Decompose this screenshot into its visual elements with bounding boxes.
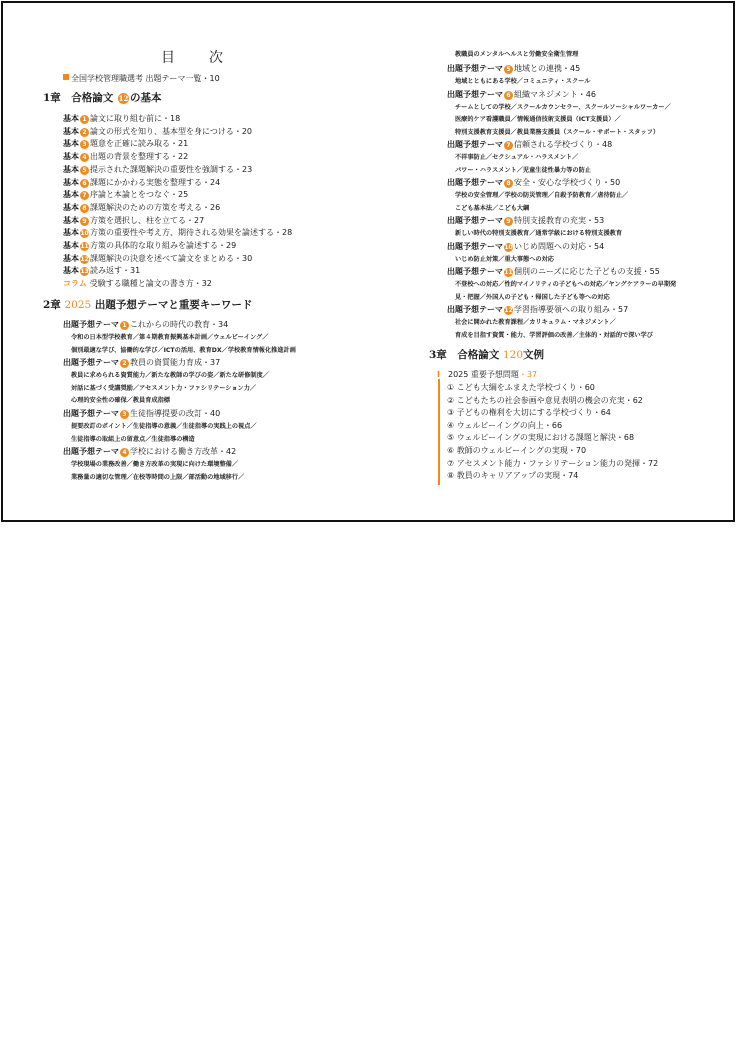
number-badge: 2 bbox=[80, 128, 89, 137]
toc-item-example[interactable] bbox=[447, 407, 611, 419]
number-badge: 12 bbox=[504, 307, 513, 314]
chapter-3-heading[interactable] bbox=[429, 349, 544, 361]
chapter-label: 3章 合格論文 bbox=[429, 349, 503, 361]
separator: ・ bbox=[193, 279, 202, 289]
page-number: 50 bbox=[610, 178, 621, 187]
number-badge: 7 bbox=[80, 191, 89, 200]
example-number: ③ bbox=[447, 408, 457, 418]
toc-item-theme[interactable] bbox=[447, 89, 596, 101]
page-number: 70 bbox=[575, 446, 587, 455]
basic-label: 基本 bbox=[63, 266, 79, 276]
toc-item-title: 課題解決の決意を述べて論文をまとめる bbox=[90, 253, 234, 263]
page-number: 26 bbox=[210, 202, 221, 212]
separator: ・ bbox=[602, 178, 610, 187]
toc-item-title: 題意を正確に読み取る bbox=[90, 139, 170, 149]
toc-item-title: 特別支援教育の充実 bbox=[514, 216, 586, 225]
chapter-label: 2章 bbox=[43, 299, 65, 311]
keyword-line: 不登校への対応／性的マイノリティの子どもへの対応／ヤングケアラーの早期発 bbox=[455, 281, 677, 288]
keyword-line: 特別支援教育支援員／教員業務支援員（スクール・サポート・スタッフ） bbox=[455, 128, 660, 136]
page-number: 37 bbox=[526, 370, 538, 379]
page-number: 25 bbox=[178, 190, 189, 200]
separator: ・ bbox=[201, 74, 210, 83]
toc-item-basic[interactable] bbox=[63, 113, 180, 125]
chapter-2-heading[interactable] bbox=[43, 299, 252, 311]
page-number: 68 bbox=[623, 433, 635, 443]
toc-item-title: 生徒指導提要の改訂 bbox=[130, 409, 202, 418]
page-number: 31 bbox=[130, 266, 141, 276]
example-number: ⑦ bbox=[447, 458, 457, 468]
number-badge: 5 bbox=[80, 166, 89, 175]
chapter-number: 2025 bbox=[64, 299, 92, 311]
separator: ・ bbox=[576, 383, 585, 392]
number-badge: 1 bbox=[120, 321, 129, 330]
number-badge: 10 bbox=[80, 230, 89, 238]
page-number: 34 bbox=[218, 320, 229, 329]
separator: ・ bbox=[610, 305, 618, 314]
chapter-suffix: 文例 bbox=[523, 349, 545, 361]
toc-item-basic[interactable] bbox=[63, 253, 252, 265]
page-number: 29 bbox=[226, 241, 237, 250]
theme-label: 出題予想テーマ bbox=[447, 216, 503, 225]
toc-item-title: 個別のニーズに応じた子どもの支援 bbox=[514, 267, 642, 276]
toc-item-theme[interactable] bbox=[447, 63, 580, 75]
theme-label: 出題予想テーマ bbox=[447, 178, 503, 187]
theme-label: 出題予想テーマ bbox=[63, 320, 119, 329]
keyword-line: 生徒指導の取組上の留意点／生徒指導の構造 bbox=[71, 435, 195, 443]
number-badge: 1 bbox=[80, 115, 89, 124]
page-number: 42 bbox=[226, 447, 237, 457]
toc-item-title: 教員の資質能力育成 bbox=[130, 358, 202, 368]
basic-label: 基本 bbox=[63, 241, 79, 250]
toc-item-basic[interactable] bbox=[63, 202, 220, 214]
separator: ・ bbox=[170, 152, 178, 162]
basic-label: 基本 bbox=[63, 152, 79, 162]
page-number: 45 bbox=[570, 64, 581, 73]
separator: ・ bbox=[218, 447, 226, 457]
toc-item-title: 提示された課題解決の重要性を強調する bbox=[90, 164, 234, 174]
keyword-line: 個別最適な学び、協働的な学び／ICTの活用、教育DX／学校教育情報化推進計画 bbox=[71, 346, 296, 354]
number-badge: 12 bbox=[80, 255, 89, 263]
chapter-suffix: の基本 bbox=[129, 92, 162, 104]
number-badge: 10 bbox=[504, 243, 513, 251]
toc-item-title: ウェルビーイングの実現における課題と解決 bbox=[456, 433, 616, 443]
keyword-line: 教員に求められる資質能力／新たな教師の学びの姿／新たな研修制度／ bbox=[71, 372, 269, 380]
number-badge: 3 bbox=[80, 140, 89, 149]
theme-label: 出題予想テーマ bbox=[447, 64, 503, 73]
chapter-number-badge: 12 bbox=[118, 94, 129, 103]
number-badge: 4 bbox=[120, 448, 129, 457]
toc-item-theme[interactable] bbox=[447, 241, 604, 253]
number-badge: 6 bbox=[504, 91, 513, 100]
example-number: ⑥ bbox=[447, 446, 457, 455]
keyword-line: 育成を目指す資質・能力、学習評価の改善／主体的・対話的で深い学び bbox=[455, 331, 653, 339]
page-number: 23 bbox=[242, 164, 253, 174]
keyword-line: 教職員のメンタルヘルスと労働安全衛生管理 bbox=[455, 51, 579, 58]
toc-item-example[interactable] bbox=[447, 395, 643, 407]
keyword-line: 見・把握／外国人の子ども・帰国した子ども等への対応 bbox=[455, 293, 610, 301]
separator: ・ bbox=[218, 241, 226, 250]
separator: ・ bbox=[122, 266, 130, 276]
toc-item-title: 課題にかかわる実態を整理する bbox=[90, 177, 202, 187]
page-number: 66 bbox=[551, 420, 563, 430]
toc-item-title: 方策の具体的な取り組みを論述する bbox=[90, 241, 218, 250]
keyword-line: いじめ防止対策／重大事態への対応 bbox=[455, 255, 554, 263]
toc-item-title: 信頼される学校づくり bbox=[514, 140, 594, 149]
separator: ・ bbox=[594, 140, 602, 149]
basic-label: 基本 bbox=[63, 215, 79, 225]
separator: ・ bbox=[170, 190, 178, 200]
page-number: 22 bbox=[178, 152, 189, 162]
number-badge: 8 bbox=[80, 204, 89, 213]
page-number: 28 bbox=[282, 228, 293, 238]
basic-label: 基本 bbox=[63, 253, 79, 263]
toc-item-example[interactable] bbox=[447, 382, 595, 394]
toc-item-title: アセスメント能力・ファシリテーション能力の発揮 bbox=[456, 458, 640, 468]
separator: ・ bbox=[234, 253, 242, 263]
keyword-line: チームとしての学校／スクールカウンセラー、スクールソーシャルワーカー／ bbox=[455, 103, 671, 111]
toc-item-theme[interactable] bbox=[63, 446, 236, 458]
chapter-number: 120 bbox=[502, 349, 524, 361]
toc-item-title: こども大綱をふまえた学校づくり bbox=[456, 383, 577, 392]
page-number: 20 bbox=[241, 126, 253, 136]
toc-item-title: いじめ問題への対応 bbox=[514, 241, 586, 251]
toc-item-title: 組織マネジメント bbox=[514, 89, 578, 99]
separator: ・ bbox=[186, 215, 194, 225]
toc-item-example[interactable] bbox=[447, 458, 658, 470]
page-number: 30 bbox=[242, 253, 253, 263]
toc-item-theme[interactable] bbox=[447, 139, 612, 151]
separator: ・ bbox=[202, 177, 210, 187]
page-number: 32 bbox=[201, 279, 212, 289]
page-number: 24 bbox=[210, 177, 221, 187]
toc-item-basic[interactable] bbox=[63, 240, 236, 252]
keyword-line: 令和の日本型学校教育／第４期教育振興基本計画／ウェルビーイング／ bbox=[71, 334, 269, 341]
toc-item-theme[interactable] bbox=[447, 304, 628, 316]
page-number: 21 bbox=[178, 139, 189, 149]
page-number: 54 bbox=[594, 241, 605, 251]
square-bullet-icon bbox=[63, 74, 69, 80]
number-badge: 4 bbox=[80, 153, 89, 162]
toc-item-title: 安全・安心な学校づくり bbox=[514, 178, 602, 187]
separator: ・ bbox=[641, 267, 650, 276]
basic-label: 基本 bbox=[63, 126, 79, 136]
keyword-line: パワー・ハラスメント／児童生徒性暴力等の防止 bbox=[455, 166, 591, 174]
page-number: 18 bbox=[170, 114, 181, 123]
toc-link-label: 全国学校管理職選考 出題テーマ一覧 bbox=[71, 74, 202, 83]
number-badge: 5 bbox=[504, 65, 513, 74]
toc-link-exam-list[interactable] bbox=[63, 73, 220, 85]
example-number: ⑧ bbox=[447, 471, 457, 481]
column-label: コラム bbox=[63, 279, 90, 289]
toc-item-title: 学校における働き方改革 bbox=[130, 447, 218, 457]
keyword-line: 社会に開かれた教育課程／カリキュラム・マネジメント／ bbox=[455, 319, 616, 326]
separator: ・ bbox=[560, 471, 569, 481]
page-number: 57 bbox=[618, 305, 629, 314]
section-label: 2025 重要予想問題 bbox=[447, 370, 519, 379]
toc-item-basic[interactable] bbox=[63, 265, 140, 277]
separator: ・ bbox=[586, 216, 594, 225]
separator: ・ bbox=[202, 202, 210, 212]
toc-item-basic[interactable] bbox=[63, 126, 252, 138]
separator: ・ bbox=[640, 458, 648, 468]
page-number: 53 bbox=[594, 216, 605, 225]
separator: ・ bbox=[518, 370, 527, 379]
toc-item-basic[interactable] bbox=[63, 189, 188, 201]
number-badge: 11 bbox=[80, 243, 89, 250]
page-number: 60 bbox=[584, 383, 595, 392]
basic-label: 基本 bbox=[63, 114, 79, 123]
separator: ・ bbox=[543, 420, 552, 430]
toc-item-title: 論文に取り組む前に bbox=[90, 114, 162, 123]
number-badge: 2 bbox=[120, 359, 129, 368]
page-number: 40 bbox=[210, 409, 221, 418]
page-number: 55 bbox=[649, 267, 660, 276]
separator: ・ bbox=[624, 395, 633, 405]
toc-item-title: こどもたちの社会参画や意見表明の機会の充実 bbox=[456, 395, 625, 405]
number-badge: 9 bbox=[504, 217, 513, 226]
page-number: 27 bbox=[194, 215, 205, 225]
toc-item-basic[interactable] bbox=[63, 138, 188, 150]
basic-label: 基本 bbox=[63, 139, 79, 149]
page-number: 64 bbox=[600, 408, 611, 418]
separator: ・ bbox=[233, 126, 242, 136]
number-badge: 8 bbox=[504, 179, 513, 188]
number-badge: 13 bbox=[80, 268, 89, 276]
toc-item-example[interactable] bbox=[447, 470, 578, 482]
example-number: ⑤ bbox=[447, 433, 457, 443]
separator: ・ bbox=[162, 114, 170, 123]
chapter-1-heading[interactable] bbox=[43, 92, 161, 104]
toc-item-title: 教員のキャリアアップの実現 bbox=[456, 471, 561, 481]
toc-item-title: 子どもの権利を大切にする学校づくり bbox=[456, 408, 593, 418]
keyword-line: 心理的安全性の確保／教員育成指標 bbox=[71, 397, 170, 405]
toc-item-theme[interactable] bbox=[63, 408, 220, 420]
toc-item-title: これからの時代の教育 bbox=[130, 320, 210, 329]
toc-item-title: 課題解決のための方策を考える bbox=[90, 202, 202, 212]
keyword-line: 新しい時代の特別支援教育／通常学級における特別支援教育 bbox=[455, 230, 623, 237]
page-title: 目 次 bbox=[161, 50, 233, 66]
toc-item-title: 出題の背景を整理する bbox=[90, 152, 170, 162]
toc-item-title: 読み返す bbox=[90, 266, 122, 276]
toc-item-title: 論文の形式を知り、基本型を身につける bbox=[90, 126, 234, 136]
section-heading[interactable] bbox=[437, 369, 537, 381]
basic-label: 基本 bbox=[63, 164, 79, 174]
separator: ・ bbox=[562, 64, 570, 73]
toc-item-basic[interactable] bbox=[63, 177, 220, 189]
keyword-line: 提要改訂のポイント／生徒指導の意義／生徒指導の実践上の視点／ bbox=[71, 423, 257, 430]
page-number: 10 bbox=[209, 74, 220, 83]
keyword-line: 地域とともにある学校／コミュニティ・スクール bbox=[455, 78, 591, 85]
separator: ・ bbox=[170, 139, 178, 149]
theme-label: 出題予想テーマ bbox=[447, 305, 503, 314]
basic-label: 基本 bbox=[63, 202, 79, 212]
number-badge: 6 bbox=[80, 179, 89, 188]
toc-item-title: 地域との連携 bbox=[514, 64, 562, 73]
toc-item-title: 方策を選択し、柱を立てる bbox=[90, 215, 186, 225]
chapter-label: 1章 合格論文 bbox=[43, 92, 117, 104]
basic-label: 基本 bbox=[63, 228, 79, 238]
number-badge: 9 bbox=[80, 217, 89, 226]
separator: ・ bbox=[202, 409, 210, 418]
toc-item-theme[interactable] bbox=[447, 215, 604, 227]
toc-item-basic[interactable] bbox=[63, 164, 252, 176]
separator: ・ bbox=[274, 228, 282, 238]
basic-label: 基本 bbox=[63, 190, 79, 200]
page-number: 72 bbox=[648, 458, 659, 468]
toc-item-title: 学習指導要領への取り組み bbox=[514, 305, 610, 314]
theme-label: 出題予想テーマ bbox=[447, 140, 503, 149]
keyword-line: 医療的ケア看護職員／情報通信技術支援員（ICT支援員）／ bbox=[455, 116, 621, 123]
toc-item-example[interactable] bbox=[447, 420, 562, 432]
keyword-line: 学校の安全管理／学校の防災管理／自殺予防教育／虐待防止／ bbox=[455, 192, 629, 199]
section-roman: Ⅰ bbox=[437, 370, 448, 379]
theme-label: 出題予想テーマ bbox=[63, 358, 119, 368]
example-number: ④ bbox=[447, 420, 457, 430]
toc-item-theme[interactable] bbox=[447, 177, 620, 189]
example-number: ① bbox=[447, 383, 457, 392]
page-number: 37 bbox=[210, 358, 221, 368]
toc-page bbox=[1, 1, 735, 522]
theme-label: 出題予想テーマ bbox=[447, 89, 503, 99]
toc-item-basic[interactable] bbox=[63, 215, 204, 227]
theme-label: 出題予想テーマ bbox=[447, 267, 503, 276]
toc-item-basic[interactable] bbox=[63, 227, 292, 239]
keyword-line: 対話に基づく受講奨励／アセスメント力・ファシリテーション力／ bbox=[71, 384, 257, 392]
toc-item-title: 方策の重要性や考え方、期待される効果を論述する bbox=[90, 228, 274, 238]
basic-label: 基本 bbox=[63, 177, 79, 187]
separator: ・ bbox=[615, 433, 624, 443]
separator: ・ bbox=[210, 320, 218, 329]
separator: ・ bbox=[577, 89, 586, 99]
toc-item-title: 教師のウェルビーイングの実現 bbox=[456, 446, 568, 455]
toc-item-title: 受験する職種と論文の書き方 bbox=[89, 279, 194, 289]
theme-label: 出題予想テーマ bbox=[63, 409, 119, 418]
toc-item-basic[interactable] bbox=[63, 151, 188, 163]
number-badge: 11 bbox=[504, 269, 513, 276]
toc-item-theme[interactable] bbox=[447, 266, 660, 278]
separator: ・ bbox=[592, 408, 601, 418]
keyword-line: こども基本法／こども大綱 bbox=[455, 204, 530, 212]
toc-item-theme[interactable] bbox=[63, 319, 228, 331]
separator: ・ bbox=[586, 241, 594, 251]
separator: ・ bbox=[567, 446, 576, 455]
number-badge: 3 bbox=[120, 410, 129, 419]
theme-label: 出題予想テーマ bbox=[447, 241, 503, 251]
toc-item-example[interactable] bbox=[447, 445, 586, 457]
toc-item-column[interactable] bbox=[63, 278, 212, 290]
theme-label: 出題予想テーマ bbox=[63, 447, 119, 457]
toc-item-title: ウェルビーイングの向上 bbox=[456, 420, 544, 430]
separator: ・ bbox=[202, 358, 210, 368]
number-badge: 7 bbox=[504, 141, 513, 150]
page-number: 62 bbox=[632, 395, 643, 405]
example-number: ② bbox=[447, 395, 457, 405]
page-number: 74 bbox=[568, 471, 579, 481]
toc-item-theme[interactable] bbox=[63, 357, 220, 369]
page-number: 46 bbox=[585, 89, 596, 99]
toc-item-example[interactable] bbox=[447, 432, 634, 444]
separator: ・ bbox=[234, 164, 242, 174]
toc-item-title: 序論と本論とをつなぐ bbox=[90, 190, 170, 200]
chapter-suffix: 出題予想テーマと重要キーワード bbox=[91, 299, 253, 311]
keyword-line: 不祥事防止／セクシュアル・ハラスメント／ bbox=[455, 154, 579, 161]
page-number: 48 bbox=[602, 140, 613, 149]
keyword-line: 学校現場の業務改善／働き方改革の実現に向けた環境整備／ bbox=[71, 461, 239, 469]
keyword-line: 業務量の適切な管理／在校等時間の上限／部活動の地域移行／ bbox=[71, 473, 245, 481]
section-accent-bar bbox=[438, 379, 440, 485]
